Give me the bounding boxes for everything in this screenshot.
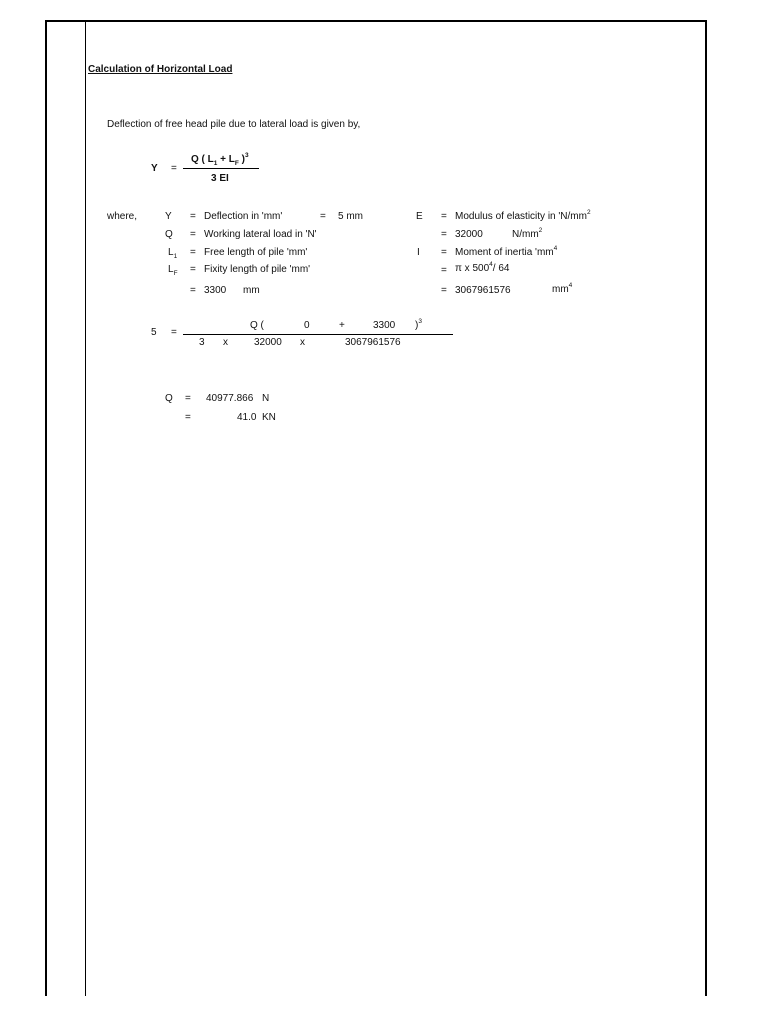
sub-q-open: Q ( [250,320,264,331]
def-lf-desc: Fixity length of pile 'mm' [204,264,311,275]
def-e-value: 32000 [455,229,483,240]
result-kn-value: 41.0 [237,412,257,423]
def-i-formula-eq: = [441,265,447,276]
where-label: where, [107,211,138,222]
margin-line [85,20,86,996]
def-lf-symbol: $L_F$ [168,264,178,277]
page-border-top [45,20,707,22]
result-eq2: = [185,412,191,423]
sub-fraction-bar [183,334,453,335]
sub-x2: x [300,337,305,348]
def-y-value: 5 mm [338,211,363,222]
sub-lf: 3300 [373,320,396,331]
def-lf-eq: = [190,264,196,275]
result-eq1: = [185,393,191,404]
page-title: Calculation of Horizontal Load [88,64,233,75]
result-kn-unit: KN [262,412,276,423]
def-q-eq: = [190,229,196,240]
def-i-formula: π x $500^4/$ 64 [455,261,510,274]
def-i-symbol: I [417,247,420,258]
def-i-desc: Moment of inertia '$mm^4$ [455,245,558,258]
formula-eq: = [171,163,177,174]
page-border-right [705,20,707,996]
formula-fraction-bar [183,168,259,169]
def-i-value: 3067961576 [455,285,511,296]
formula-denominator: 3 EI [211,173,229,184]
formula-numerator: Q ( $L_1 + L_F$ )$^3$ [191,152,249,167]
def-l1-symbol: $L_1$ [168,247,178,260]
sub-i: 3067961576 [345,337,401,348]
sub-e: 32000 [254,337,282,348]
def-lf-value-eq: = [190,285,196,296]
sub-eq: = [171,327,177,338]
formula-lhs: Y [151,163,158,174]
sub-x1: x [223,337,228,348]
def-i-eq: = [441,247,447,258]
def-e-symbol: E [416,211,423,222]
result-q-unit: N [262,393,270,404]
def-i-value-eq: = [441,285,447,296]
sub-close: )$^3$ [415,318,422,331]
def-y-desc: Deflection in 'mm' [204,211,283,222]
sub-zero: 0 [304,320,310,331]
intro-text: Deflection of free head pile due to lateral load is given by, [107,119,361,130]
sub-three: 3 [199,337,205,348]
result-q-value: 40977.866 [206,393,254,404]
def-e-unit: $N/mm^2$ [512,227,543,240]
def-q-desc: Working lateral load in 'N' [204,229,317,240]
def-i-unit: $mm^4$ [552,282,573,295]
result-q-symbol: Q [165,393,173,404]
page-border-left [45,20,47,996]
def-l1-eq: = [190,247,196,258]
def-y-eq: = [190,211,196,222]
def-e-eq: = [441,211,447,222]
def-y-symbol: Y [165,211,172,222]
sub-lhs: 5 [151,327,157,338]
def-l1-desc: Free length of pile 'mm' [204,247,308,258]
def-y-eq2: = [320,211,326,222]
sub-plus: + [339,320,345,331]
def-e-desc: Modulus of elasticity in '$N/mm^2$ [455,209,591,222]
def-lf-value: 3300 [204,285,227,296]
def-e-value-eq: = [441,229,447,240]
def-q-symbol: Q [165,229,173,240]
def-lf-unit: mm [243,285,260,296]
